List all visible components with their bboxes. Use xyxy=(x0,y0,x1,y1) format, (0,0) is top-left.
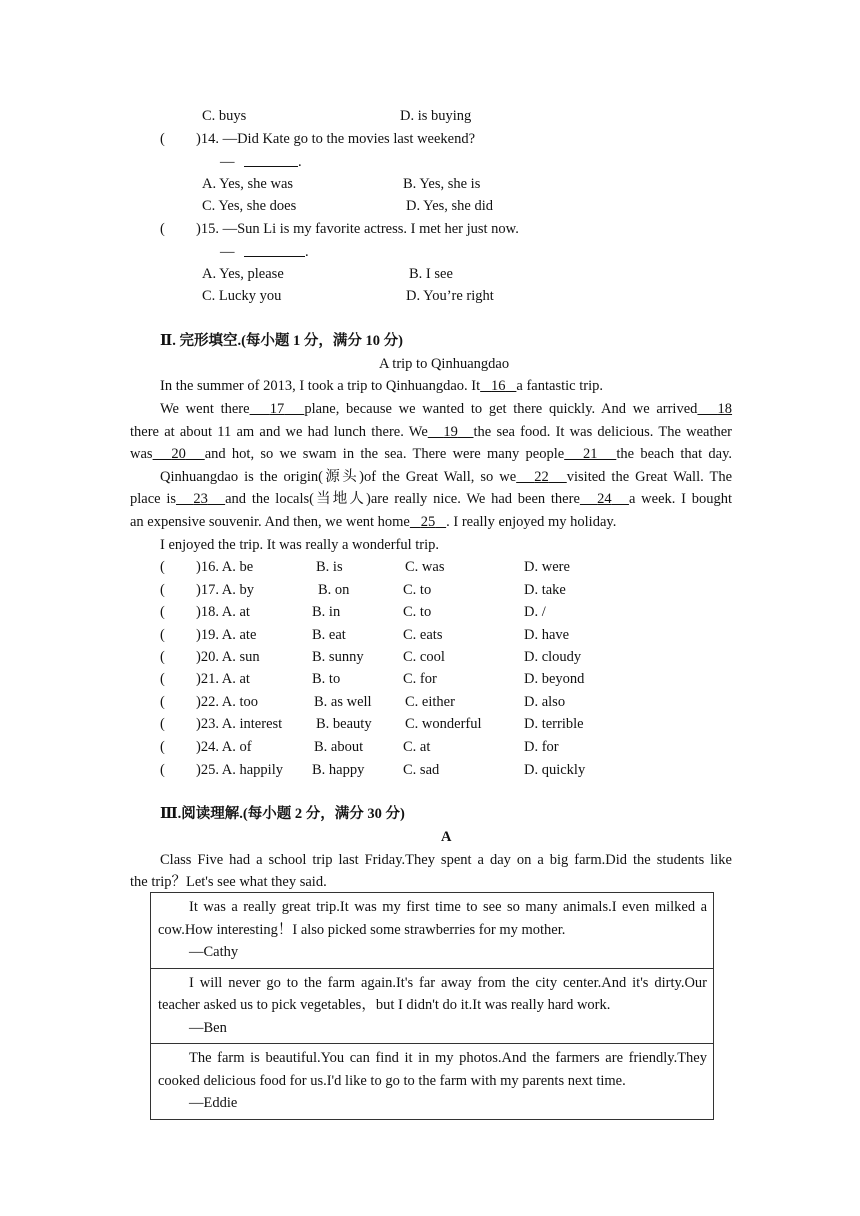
question-option-c: C. at xyxy=(403,739,431,755)
question-option-d: D. were xyxy=(524,559,570,575)
comment-row xyxy=(151,968,714,1044)
question-option-b: B. is xyxy=(316,559,343,575)
answer-paren: ( xyxy=(160,604,165,620)
answer-paren: ( xyxy=(160,739,165,755)
question-option-b: B. as well xyxy=(314,694,372,710)
comment-cell xyxy=(151,968,714,1044)
question-option-b: B. happy xyxy=(312,762,365,778)
reading-intro-line-1: Class Five had a school trip last Friday.They spent a day on a big farm.Did the students like xyxy=(160,852,732,868)
q14-option-a: A. Yes, she was xyxy=(202,176,294,192)
question-option-b: B. eat xyxy=(312,627,346,643)
question-option-a: )18. A. at xyxy=(196,604,250,620)
question-option-b: B. about xyxy=(314,739,364,755)
question-option-b: B. sunny xyxy=(312,649,364,665)
q14-answer-paren: ( xyxy=(160,131,165,147)
question-option-d: D. cloudy xyxy=(524,649,582,665)
cloze-para-3-line-1: Qinhuangdao is the origin(源头)of the Great Wall, so we 22 visited the Great Wall. The xyxy=(160,469,733,485)
question-option-c: C. eats xyxy=(403,627,443,643)
cloze-para-2-line-3: was 20 and hot, so we swam in the sea. There were many people 21 the beach that day. xyxy=(130,446,733,462)
question-option-d: D. terrible xyxy=(524,716,584,732)
q13-option-c: C. buys xyxy=(202,108,247,124)
question-option-c: C. to xyxy=(403,604,432,620)
q13-option-d: D. is buying xyxy=(400,108,472,124)
blank-23: 23 xyxy=(193,491,208,507)
blank-18: 18 xyxy=(717,401,733,417)
question-option-a: )16. A. be xyxy=(196,559,254,575)
question-option-c: C. was xyxy=(405,559,445,575)
blank-20: 20 xyxy=(171,446,186,462)
question-option-a: )23. A. interest xyxy=(196,716,283,732)
question-option-d: D. also xyxy=(524,694,566,710)
q14-stem: )14. —Did Kate go to the movies last weekend? xyxy=(196,131,476,147)
question-option-b: B. on xyxy=(318,582,350,598)
cloze-para-1: In the summer of 2013, I took a trip to Qinhuangdao. It 16 a fantastic trip. xyxy=(160,378,603,394)
answer-paren: ( xyxy=(160,694,165,710)
answer-paren: ( xyxy=(160,671,165,687)
question-option-d: D. take xyxy=(524,582,566,598)
blank-25: 25 xyxy=(420,514,436,530)
question-option-c: C. cool xyxy=(403,649,445,665)
question-option-a: )17. A. by xyxy=(196,582,254,598)
q15-reply-blank xyxy=(244,256,305,257)
answer-paren: ( xyxy=(160,559,165,575)
q14-reply-dash: — xyxy=(220,154,235,170)
cloze-para-3-line-3: an expensive souvenir. And then, we went home 25 . I really enjoyed my holiday. xyxy=(130,514,617,530)
question-option-c: C. either xyxy=(405,694,455,710)
blank-19: 19 xyxy=(443,424,458,440)
question-option-a: )19. A. ate xyxy=(196,627,257,643)
student-comments-table xyxy=(150,892,714,1120)
question-option-c: C. wonderful xyxy=(405,716,482,732)
q15-option-d: D. You’re right xyxy=(406,288,494,304)
cloze-passage-title: A trip to Qinhuangdao xyxy=(379,356,510,372)
q15-answer-paren: ( xyxy=(160,221,165,237)
question-option-d: D. have xyxy=(524,627,570,643)
question-option-d: D. / xyxy=(524,604,546,620)
question-option-a: )25. A. happily xyxy=(196,762,283,778)
blank-22: 22 xyxy=(534,469,549,485)
question-option-a: )21. A. at xyxy=(196,671,250,687)
q14-option-c: C. Yes, she does xyxy=(202,198,297,214)
comment-text: It was a really great trip.It was my first time to see so many animals.I even milked a cow.How interesting！I also picked some strawberries for my mother. xyxy=(158,899,707,938)
answer-paren: ( xyxy=(160,627,165,643)
q15-reply-dash: — xyxy=(220,244,235,260)
question-option-d: D. for xyxy=(524,739,559,755)
question-option-a: )24. A. of xyxy=(196,739,252,755)
q14-option-b: B. Yes, she is xyxy=(403,176,481,192)
comment-author: —Cathy xyxy=(189,944,239,960)
q14-reply-blank xyxy=(244,166,298,167)
q15-option-b: B. I see xyxy=(409,266,453,282)
reading-heading: Ⅲ.阅读理解.(每小题 2 分，满分 30 分) xyxy=(160,806,405,822)
answer-paren: ( xyxy=(160,716,165,732)
reading-section-label: A xyxy=(441,829,452,845)
answer-paren: ( xyxy=(160,582,165,598)
q14-reply-period: . xyxy=(298,154,302,170)
q15-reply-period: . xyxy=(305,244,309,260)
comment-cell xyxy=(151,1044,714,1120)
question-option-a: )22. A. too xyxy=(196,694,259,710)
question-option-b: B. to xyxy=(312,671,341,687)
cloze-para-2-line-1: We went there 17 plane, because we wanted to get there quickly. And we arrived 18 xyxy=(160,401,733,417)
comment-cell xyxy=(151,893,714,969)
blank-17: 17 xyxy=(269,401,285,417)
reading-intro-line-2: the trip？Let's see what they said. xyxy=(130,874,327,890)
blank-24: 24 xyxy=(597,491,612,507)
cloze-para-3-line-2: place is 23 and the locals(当地人)are really nice. We had been there 24 a week. I bought xyxy=(130,491,733,507)
question-option-d: D. beyond xyxy=(524,671,585,687)
answer-paren: ( xyxy=(160,762,165,778)
comment-row xyxy=(151,893,714,969)
cloze-para-2-line-2: there at about 11 am and we had lunch there. We 19 the sea food. It was delicious. The weather xyxy=(130,424,732,440)
question-option-d: D. quickly xyxy=(524,762,586,778)
question-option-c: C. to xyxy=(403,582,432,598)
q15-stem: )15. —Sun Li is my favorite actress. I met her just now. xyxy=(196,221,519,237)
answer-paren: ( xyxy=(160,649,165,665)
blank-16: 16 xyxy=(491,378,506,394)
question-option-a: )20. A. sun xyxy=(196,649,260,665)
question-option-c: C. for xyxy=(403,671,437,687)
cloze-para-4: I enjoyed the trip. It was really a wonderful trip. xyxy=(160,537,440,553)
q15-option-a: A. Yes, please xyxy=(202,266,284,282)
cloze-heading: Ⅱ. 完形填空.(每小题 1 分，满分 10 分) xyxy=(160,333,404,349)
comment-author: —Ben xyxy=(189,1019,227,1036)
question-option-b: B. beauty xyxy=(316,716,372,732)
comment-text: I will never go to the farm again.It's far away from the city center.And it's dirty.Our teacher asked us to pick vegetables，but I didn't do it.It was really hard work. xyxy=(158,974,707,1013)
q15-option-c: C. Lucky you xyxy=(202,288,282,304)
q14-option-d: D. Yes, she did xyxy=(406,198,494,214)
question-option-c: C. sad xyxy=(403,762,440,778)
question-option-b: B. in xyxy=(312,604,341,620)
comment-text: The farm is beautiful.You can find it in my photos.And the farmers are friendly.They cooked delicious food for us.I'd like to go to the farm with my parents next time. xyxy=(158,1050,707,1089)
blank-21: 21 xyxy=(583,446,598,462)
comment-author: —Eddie xyxy=(189,1095,238,1111)
comment-row xyxy=(151,1044,714,1120)
